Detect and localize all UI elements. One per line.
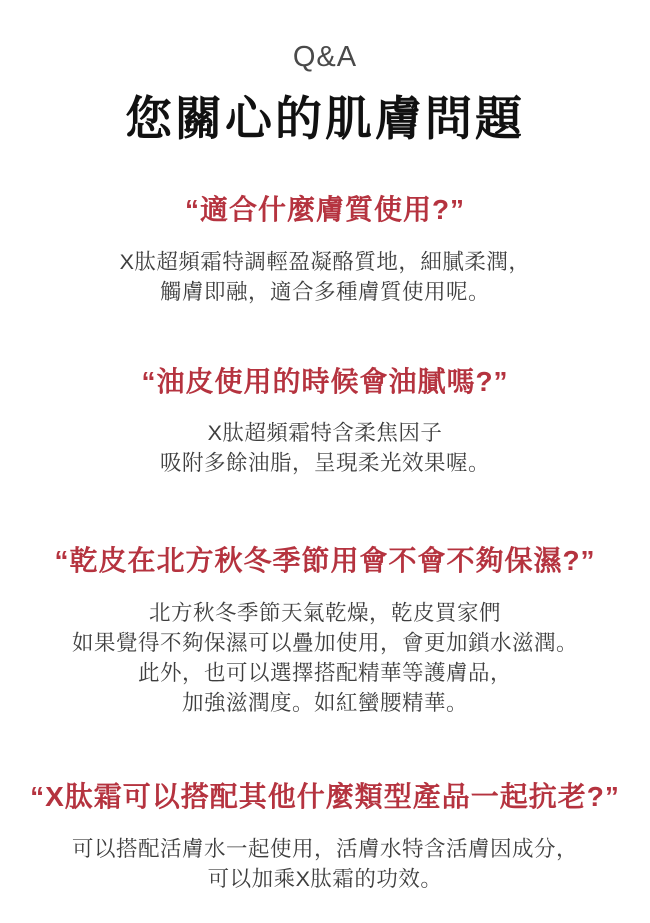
answer-text [0,598,650,718]
answer-line: 吸附多餘油脂，呈現柔光效果喔。 [159,451,490,476]
qa-item-anti-aging-pairing [0,780,650,894]
question-text: “油皮使用的時候會油膩嗎?” [141,365,509,397]
page-title: 您關心的肌膚問題 [125,91,525,145]
answer-line: 可以加乘X肽霜的功效。 [207,866,443,891]
answer-text [0,247,650,307]
answer-line: 此外，也可以選擇搭配精華等護膚品， [137,660,512,685]
question-text: “X肽霜可以搭配其他什麼類型產品一起抗老?” [30,780,620,812]
qa-item-skin-type [0,193,650,307]
answer-text [0,418,650,478]
qa-item-dry-skin-winter [0,544,650,718]
question-text: “適合什麼膚質使用?” [184,194,466,226]
answer-line: 觸膚即融，適合多種膚質使用呢。 [159,279,490,304]
answer-line: 北方秋冬季節天氣乾燥，乾皮買家們 [148,600,501,625]
question-text: “乾皮在北方秋冬季節用會不會不夠保濕?” [54,545,596,577]
qa-item-oily-skin [0,365,650,479]
answer-text [0,834,650,894]
qa-list [0,193,650,893]
answer-line: X肽超頻霜特調輕盈凝酪質地，細膩柔潤， [119,249,531,274]
answer-line: X肽超頻霜特含柔焦因子 [207,421,443,446]
answer-line: 如果覺得不夠保濕可以疊加使用，會更加鎖水滋潤。 [71,630,578,655]
answer-line: 加強滋潤度。如紅蠻腰精華。 [181,690,468,715]
answer-line: 可以搭配活膚水一起使用，活膚水特含活膚因成分， [71,836,578,861]
qa-kicker-label: Q&A [292,41,358,73]
